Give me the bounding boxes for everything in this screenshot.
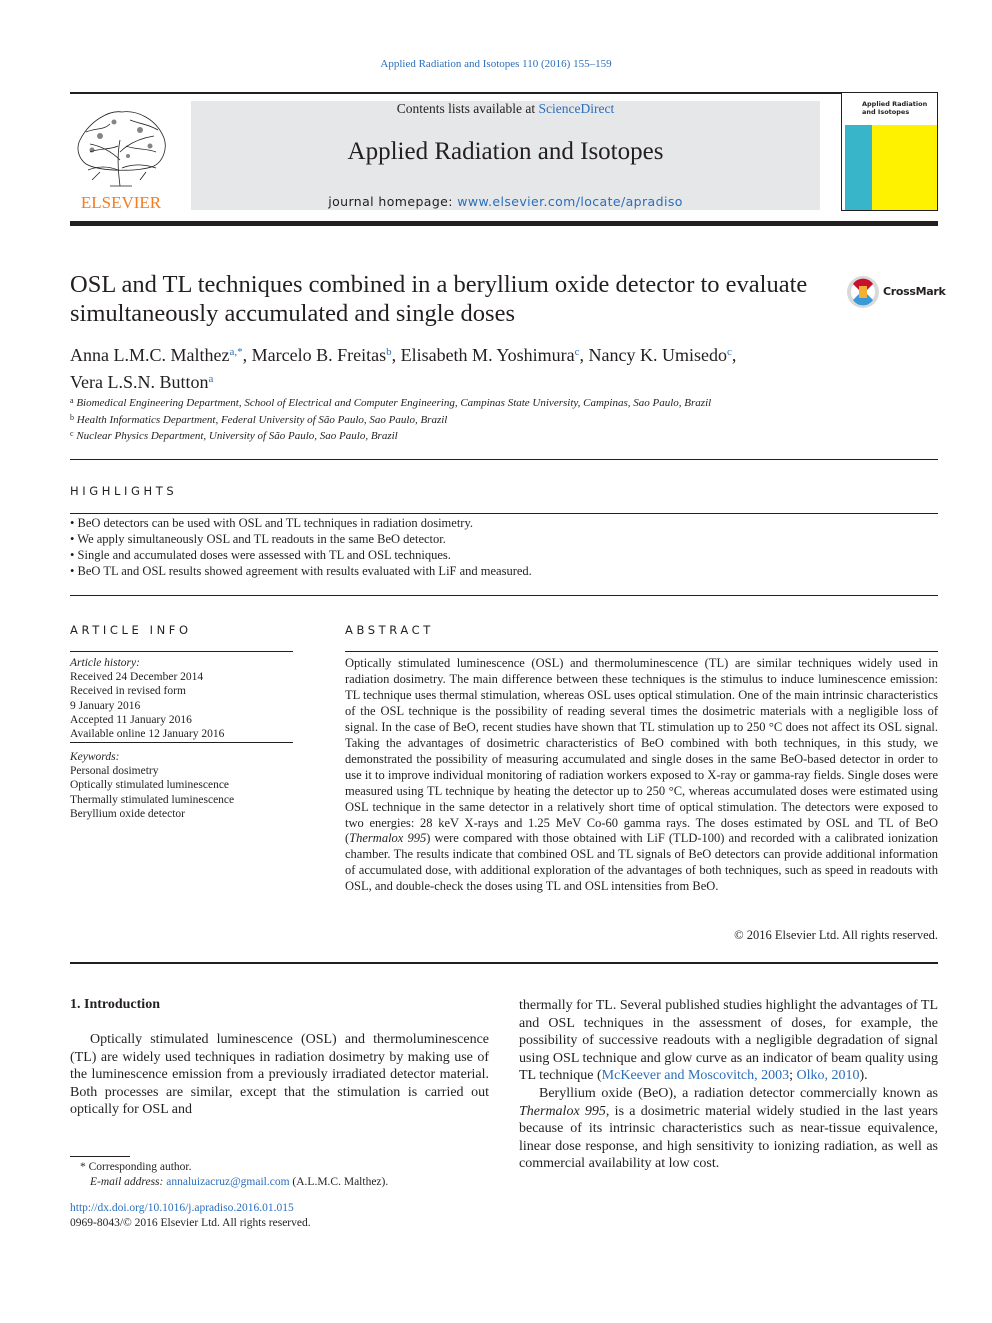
doi-link[interactable]: http://dx.doi.org/10.1016/j.apradiso.2016.01.015 [70,1202,294,1214]
highlight-item: • We apply simultaneously OSL and TL readouts in the same BeO detector. [70,532,446,546]
email-note [70,1175,489,1190]
divider [70,742,293,743]
affiliation-text: Nuclear Physics Department, University of São Paulo, Sao Paulo, Brazil [76,430,398,442]
divider [70,459,938,460]
affiliation-item [70,427,938,444]
intro-text: Beryllium oxide (BeO), a radiation detector commercially known as [539,1085,938,1101]
email-label: E-mail address: [90,1175,164,1188]
keyword[interactable]: Personal dosimetry [70,765,159,778]
author-affiliation-mark[interactable]: a [208,373,214,385]
affiliation-text: Biomedical Engineering Department, School of Electrical and Computer Engineering, Campinas State University, Campinas, Sao Paulo, Brazil [76,397,712,409]
history-label: Article history: [70,657,140,669]
reference-link[interactable]: McKeever and Moscovitch, 2003 [601,1068,790,1084]
keyword[interactable]: Optically stimulated luminescence [70,779,230,792]
author-affiliation-mark[interactable]: a,* [229,346,243,358]
footnotes [70,1160,489,1189]
affiliation-list [70,394,938,444]
intro-text: , is a dosimetric material widely studied in the last years because of its intrinsic characteristics such as near-tissue equivalence, linear dose response, and high sensitivity to ionizing radiation, as well as commercial availability at low cost. [519,1103,938,1172]
abstract-text: Optically stimulated luminescence (OSL) and thermoluminescence (TL) are similar techniques widely used in radiation dosimetry. The main difference between these techniques is the stimulus to induce luminescence emission: TL technique uses thermal stimulation, whereas OSL uses optical stimulation. One of the main intrinsic characteristics of the OSL technique is the possibility of reading several times the dosimetric materials with a negligible loss of signal. In the case of BeO, recent studies have shown that TL stimulation up to 250 °C does not affect its OSL signal. Taking the advantages of dosimetric characteristics of BeO combined with both techniques, in this study, we demonstrated the possibility of measuring accumulated and single doses in the same BeO-based detector in order to use it to improve individual monitoring of radiation workers exposed to X-ray or gamma-ray fields. Single doses were measured using TL technique by heating the detector up to 250 °C, whereas accumulated doses were estimated using OSL technique in the same detector in a relatively short time of optical stimulation. The detectors were exposed to two energies: 28 keV X-rays and 1.25 MeV Co-60 gamma rays. The doses estimated by OSL and TL of BeO ( [345,656,938,846]
affiliation-mark: c [70,429,74,438]
keywords-label: Keywords: [70,751,120,763]
highlights-list [70,515,938,579]
contents-line [191,101,820,117]
header-top-rule [70,92,938,94]
highlight-text: BeO TL and OSL results showed agreement with results evaluated with LiF and measured. [77,564,532,578]
crossmark-label[interactable]: CrossMark [883,285,946,298]
author-affiliation-mark[interactable]: c [726,346,732,358]
intro-text: thermally for TL. Several published studies highlight the advantages of TL and OSL techniques in the assessment of doses, for example, the possibility of successive readouts with a negligible degradation of signal using OSL technique and glow curve as an indicator of beam quality using TL technique ( [519,998,939,1084]
abstract-heading: ABSTRACT [345,623,434,637]
affiliation-text: Health Informatics Department, Federal University of São Paulo, Sao Paulo, Brazil [76,413,448,426]
article-info [70,656,293,741]
highlight-text: BeO detectors can be used with OSL and TL techniques in radiation dosimetry. [77,516,474,530]
contents-prefix: Contents lists available at [396,101,536,116]
journal-title[interactable]: Applied Radiation and Isotopes [347,138,664,165]
intro-text: ). [859,1068,868,1084]
keyword[interactable]: Beryllium oxide detector [70,807,185,820]
keywords [70,750,293,821]
author-separator: , [242,345,248,365]
divider [70,651,293,652]
abstract-text: ) were compared with those obtained with LiF (TLD-100) and recorded with a calibrated ionization chamber. The results indicate that combined OSL and TL signals of BeO detectors can provide additional information of accumulated dose, with additional exploration of the advantages of both techniques, such as speed in readouts with OSL, and double-check the doses using TL and OSL intensities from BeO. [345,831,938,894]
abstract-italic: Thermalox 995 [349,831,427,846]
intro-paragraph [519,997,938,1085]
header-bottom-rule [70,221,938,226]
email-owner: (A.L.M.C. Malthez). [292,1175,389,1188]
author-name[interactable]: Vera L.S.N. Button [70,372,209,392]
author-list [70,340,870,394]
highlight-text: Single and accumulated doses were assessed with TL and OSL techniques. [77,548,451,562]
author-separator: , [731,345,737,365]
journal-citation[interactable]: Applied Radiation and Isotopes 110 (2016) 155–159 [380,58,612,70]
highlight-item: • Single and accumulated doses were assessed with TL and OSL techniques. [70,548,451,562]
article-title: OSL and TL techniques combined in a beryllium oxide detector to evaluate simultaneously accumulated and single doses [70,271,808,327]
email-link[interactable]: annaluizacruz@gmail.com [166,1175,290,1188]
history-line: Received in revised form [70,685,186,698]
homepage-prefix: journal homepage: [328,194,453,209]
author-affiliation-mark[interactable]: b [386,346,392,358]
affiliation-item [70,394,938,411]
author-name[interactable]: Marcelo B. Freitas [251,345,387,365]
divider [345,651,938,652]
history-line: Available online 12 January 2016 [70,728,225,741]
highlight-item: • BeO detectors can be used with OSL and TL techniques in radiation dosimetry. [70,516,474,530]
cover-cyan-band [845,125,872,210]
highlight-item: • BeO TL and OSL results showed agreement with results evaluated with LiF and measured. [70,564,532,578]
highlights-heading: HIGHLIGHTS [70,484,178,498]
intro-italic: Thermalox 995 [519,1103,606,1119]
author-name[interactable]: Anna L.M.C. Malthez [70,345,230,365]
crossmark-icon [845,274,881,310]
footnote-rule [70,1156,130,1157]
issn-line: 0969-8043/© 2016 Elsevier Ltd. All rights reserved. [70,1216,311,1229]
history-line: Accepted 11 January 2016 [70,713,192,726]
elsevier-wordmark: ELSEVIER [80,193,162,212]
author-separator: , [579,345,584,365]
intro-text: ; [789,1068,797,1084]
section-rule [70,962,938,964]
corresponding-text: Corresponding author. [88,1161,192,1173]
divider [70,513,938,514]
keyword[interactable]: Thermally stimulated luminescence [70,793,235,806]
author-name[interactable]: Elisabeth M. Yoshimura [400,345,575,365]
sciencedirect-link[interactable]: ScienceDirect [538,101,615,116]
author-name[interactable]: Nancy K. Umisedo [588,345,727,365]
abstract-body [345,656,938,895]
history-line: Received 24 December 2014 [70,671,204,684]
article-identifiers [70,1201,489,1230]
divider [70,595,938,596]
journal-cover-thumbnail[interactable] [841,92,938,211]
elsevier-tree-icon [70,100,172,212]
author-affiliation-mark[interactable]: c [574,346,580,358]
affiliation-mark: a [70,396,74,405]
corresponding-note: * Corresponding author. [80,1161,192,1173]
intro-left-paragraph: Optically stimulated luminescence (OSL) and thermoluminescence (TL) are widely used techniques in radiation dosimetry by making use of the luminescence emission from a previously irradiated detector material. Both processes are similar, except that the stimulation is carried out optically for OSL and [70,1032,489,1118]
cover-yellow-panel [872,125,937,210]
reference-link[interactable]: Olko, 2010 [796,1068,860,1084]
abstract-copyright: © 2016 Elsevier Ltd. All rights reserved. [734,928,938,942]
affiliation-item [70,411,938,428]
elsevier-logo[interactable] [70,100,172,212]
article-info-heading: ARTICLE INFO [70,623,192,637]
affiliation-mark: b [70,412,74,422]
homepage-link[interactable]: www.elsevier.com/locate/apradiso [457,194,683,209]
intro-paragraph [519,1085,938,1173]
history-line: 9 January 2016 [70,699,141,712]
author-separator: , [391,345,397,365]
intro-heading: 1. Introduction [70,997,160,1012]
cover-title: Applied Radiation and Isotopes [862,100,928,116]
journal-homepage-line [191,194,820,209]
highlight-text: We apply simultaneously OSL and TL readouts in the same BeO detector. [77,532,446,546]
intro-right-column [519,997,938,1173]
